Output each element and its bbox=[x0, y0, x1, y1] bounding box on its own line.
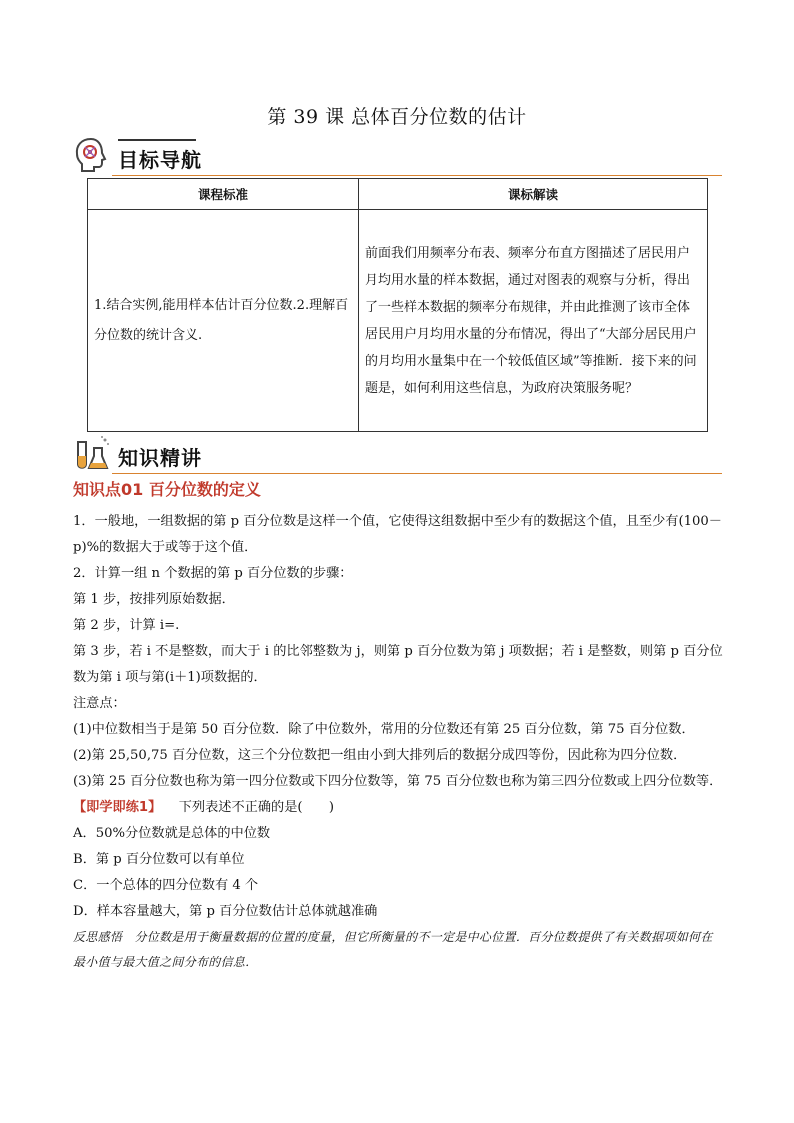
section-header-goals bbox=[72, 136, 722, 176]
knowledge-point-title: 知识点01 百分位数的定义 bbox=[73, 480, 261, 499]
section-header-knowledge bbox=[72, 434, 722, 474]
brain-gear-icon bbox=[72, 136, 110, 174]
section-rule bbox=[112, 473, 722, 474]
note-3: (3)第 25 百分位数也称为第一四分位数或下四分位数等，第 75 百分位数也称为第三四分位数或上四分位数等． bbox=[73, 774, 723, 789]
paragraph-steps-intro: 2．计算一组 n 个数据的第 p 百分位数的步骤： bbox=[73, 566, 353, 581]
standards-table bbox=[87, 178, 708, 432]
note-title: 注意点： bbox=[73, 696, 126, 711]
step-1: 第 1 步，按排列原始数据． bbox=[73, 592, 235, 607]
option-a: A．50%分位数就是总体的中位数 bbox=[73, 826, 271, 841]
section-topline bbox=[118, 139, 196, 141]
practice-question bbox=[73, 795, 723, 821]
option-d: D．样本容量越大，第 p 百分位数估计总体就越准确 bbox=[73, 904, 378, 919]
standard-cell: 1.结合实例,能用样本估计百分位数.2.理解百分位数的统计含义. bbox=[88, 210, 359, 432]
reflection-text: 分位数是用于衡量数据的位置的度量，但它所衡量的不一定是中心位置．百分位数提供了有关数据项如何在最小值与最大值之间分布的信息． bbox=[73, 930, 713, 969]
reflection-label: 反思感悟 bbox=[73, 930, 123, 944]
page-title: 第 39 课 总体百分位数的估计 bbox=[267, 106, 527, 128]
option-b: B．第 p 百分位数可以有单位 bbox=[73, 852, 245, 867]
table-header-interpretation: 课标解读 bbox=[359, 179, 708, 210]
option-c: C．一个总体的四分位数有 4 个 bbox=[73, 878, 259, 893]
practice-tag: 【即学即练1】 bbox=[73, 800, 162, 815]
note-1: (1)中位数相当于是第 50 百分位数．除了中位数外，常用的分位数还有第 25 百分位数，第 75 百分位数． bbox=[73, 722, 695, 737]
section-label: 目标导航 bbox=[118, 148, 202, 172]
flask-icon bbox=[72, 434, 112, 474]
table-header-standard: 课程标准 bbox=[88, 179, 359, 210]
interpretation-cell: 前面我们用频率分布表、频率分布直方图描述了居民用户月均用水量的样本数据，通过对图表的观察与分析，得出了一些样本数据的频率分布规律，并由此推测了该市全体居民用户月均用水量的分布情况，得出了“大部分居民用户的月均用水量集中在一个较低值区域”等推断．接下来的问题是，如何利用这些信息，为政府决策服务呢？ bbox=[359, 210, 708, 432]
reflection bbox=[73, 925, 723, 975]
section-rule bbox=[112, 175, 722, 176]
section-label: 知识精讲 bbox=[118, 446, 202, 470]
step-2: 第 2 步，计算 i=. bbox=[73, 618, 180, 633]
step-3: 第 3 步，若 i 不是整数，而大于 i 的比邻整数为 j，则第 p 百分位数为第 j 项数据；若 i 是整数，则第 p 百分位数为第 i 项与第(i＋1)项数据的． bbox=[73, 644, 723, 685]
paragraph-definition: 1．一般地，一组数据的第 p 百分位数是这样一个值，它使得这组数据中至少有的数据这个值，且至少有(100－p)%的数据大于或等于这个值． bbox=[73, 514, 722, 555]
practice-question-text: 下列表述不正确的是( ) bbox=[178, 800, 335, 815]
note-2: (2)第 25,50,75 百分位数，这三个分位数把一组由小到大排列后的数据分成四等份，因此称为四分位数． bbox=[73, 748, 687, 763]
knowledge-body bbox=[73, 509, 723, 975]
